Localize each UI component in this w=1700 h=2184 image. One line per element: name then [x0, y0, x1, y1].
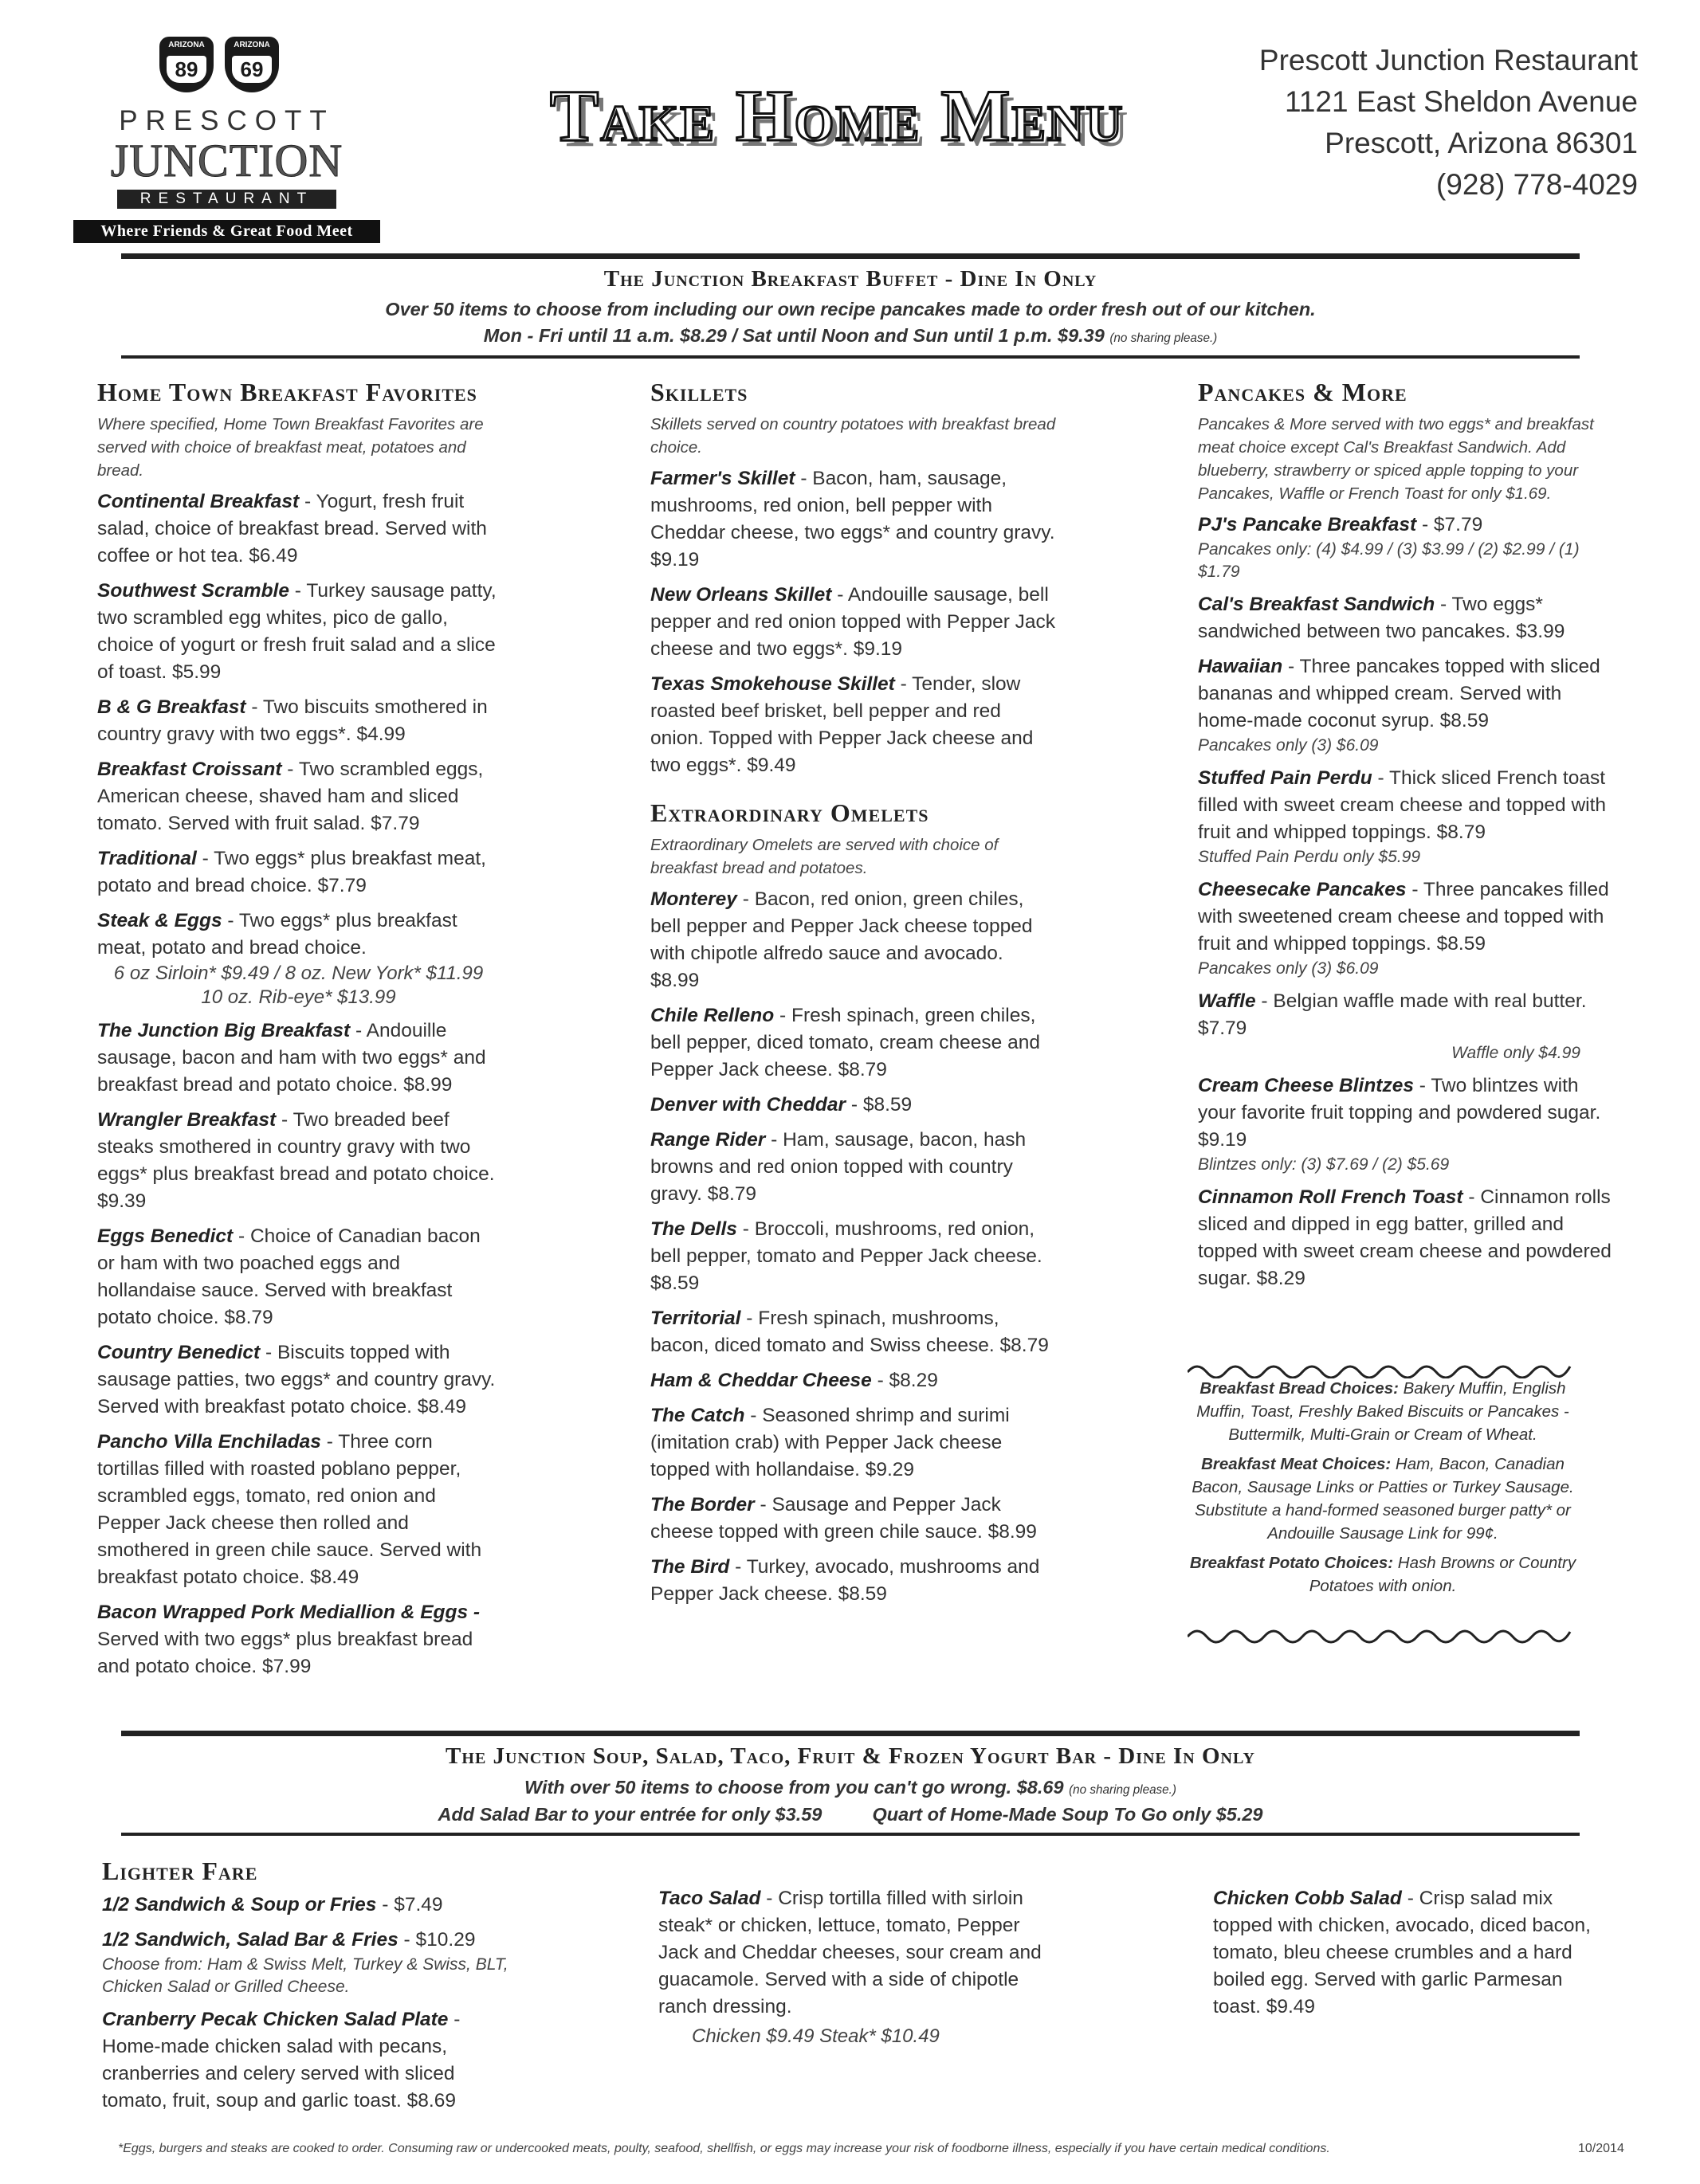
logo-restaurant: RESTAURANT	[117, 190, 336, 209]
menu-item: Taco Salad - Crisp tortilla filled with sirloin steak* or chicken, lettuce, tomato, Pepper Jack and Cheddar cheeses, sour cream and guacamole. Served with a side of chipotle ranch dressing. Chicken $9.49 Steak* $10.49	[658, 1885, 1065, 2048]
soupbar-line2: Add Salad Bar to your entrée for only $3.59 Quart of Home-Made Soup To Go only $5.29	[438, 1804, 1263, 1825]
menu-item: Waffle - Belgian waffle made with real butter. $7.79 Waffle only $4.99	[1198, 988, 1612, 1065]
section-title: Home Town Breakfast Favorites	[97, 378, 477, 406]
menu-item: PJ's Pancake Breakfast - $7.79 Pancakes only: (4) $4.99 / (3) $3.99 / (2) $2.99 / (1) $1.79	[1198, 512, 1612, 583]
menu-item: Wrangler Breakfast - Two breaded beef steaks smothered in country gravy with two eggs* plus breakfast bread and potato choice. $9.39	[97, 1109, 495, 1212]
menu-item: The Bird - Turkey, avocado, mushrooms and Pepper Jack cheese. $8.59	[650, 1556, 1040, 1605]
menu-item: Stuffed Pain Perdu - Thick sliced French toast filled with sweet cream cheese and topped with fruit and whipped toppings. $8.79 Stuffed Pain Perdu only $5.99	[1198, 765, 1612, 869]
divider	[121, 253, 1580, 259]
menu-item: Traditional - Two eggs* plus breakfast meat, potato and bread choice. $7.79	[97, 848, 486, 896]
menu-date: 10/2014	[1578, 2142, 1624, 2155]
lighter-col2	[658, 1885, 1065, 2056]
section-intro: Where specified, Home Town Breakfast Favorites are served with choice of breakfast meat, potatoes and bread.	[97, 415, 484, 480]
lighter-col3	[1213, 1885, 1612, 2029]
route-shields	[159, 37, 290, 96]
item-options: Choose from: Ham & Swiss Melt, Turkey & Swiss, BLT, Chicken Salad or Grilled Cheese.	[102, 1955, 508, 1996]
meat-choices: Breakfast Meat Choices: Ham, Bacon, Canadian Bacon, Sausage Links or Patties or Turkey Sausage. Substitute a hand-formed seasoned burger patty* or Andouille Sausage Link for 99¢.	[1192, 1455, 1574, 1543]
menu-item: Denver with Cheddar - $8.59	[650, 1094, 913, 1116]
soupbar-line1: With over 50 items to choose from you can't go wrong. $8.69 (no sharing please.)	[524, 1777, 1177, 1798]
soupbar-title: The Junction Soup, Salad, Taco, Fruit & Frozen Yogurt Bar - Dine In Only	[446, 1743, 1255, 1769]
food-safety-footnote: *Eggs, burgers and steaks are cooked to order. Consuming raw or undercooked meats, poulty, seafood, shellfish, or eggs may increase your risk of foodborne illness, especially if you have certain medical conditions.	[118, 2142, 1330, 2155]
item-price-options: Blintzes only: (3) $7.69 / (2) $5.69	[1198, 1155, 1450, 1174]
menu-item: 1/2 Sandwich, Salad Bar & Fries - $10.29 Choose from: Ham & Swiss Melt, Turkey & Swiss, BLT, Chicken Salad or Grilled Cheese.	[102, 1927, 516, 1998]
menu-item: Range Rider - Ham, sausage, bacon, hash browns and red onion topped with country gravy. $8.79	[650, 1129, 1027, 1205]
restaurant-logo	[73, 32, 380, 247]
address-name: Prescott Junction Restaurant	[1258, 44, 1638, 76]
pancakes-section	[1198, 376, 1612, 1300]
breakfast-choices	[1176, 1377, 1590, 1604]
menu-item: Southwest Scramble - Turkey sausage patty, two scrambled egg whites, pico de gallo, choice of yogurt or fresh fruit salad and a slice of toast. $5.99	[97, 580, 497, 683]
address-phone: (928) 778-4029	[1435, 168, 1638, 201]
buffet-line2	[121, 325, 1580, 347]
menu-item: B & G Breakfast - Two biscuits smothered in country gravy with two eggs*. $4.99	[97, 696, 488, 745]
menu-item: Farmer's Skillet - Bacon, ham, sausage, mushrooms, red onion, bell pepper with Cheddar cheese, two eggs* and country gravy. $9.19	[650, 468, 1055, 571]
section-intro: Pancakes & More served with two eggs* and breakfast meat choice except Cal's Breakfast Sandwich. Add blueberry, strawberry or spiced apple topping to your Pancakes, Waffle or French Toast for only $1.69.	[1198, 415, 1594, 503]
menu-item: Hawaiian - Three pancakes topped with sliced bananas and whipped cream. Served with home-made coconut syrup. $8.59 Pancakes only (3) $6.09	[1198, 653, 1612, 757]
section-title: Lighter Fare	[102, 1857, 258, 1885]
item-price-options: Pancakes only (3) $6.09	[1198, 736, 1379, 755]
item-price-options: 10 oz. Rib-eye* $13.99	[201, 986, 396, 1008]
menu-item: Chile Relleno - Fresh spinach, green chiles, bell pepper, diced tomato, cream cheese and Pepper Jack cheese. $8.79	[650, 1005, 1040, 1080]
skillets-section	[650, 376, 1057, 1616]
menu-item: Eggs Benedict - Choice of Canadian bacon or ham with two poached eggs and hollandaise sauce. Served with breakfast potato choice. $8.79	[97, 1225, 481, 1328]
divider	[121, 1833, 1580, 1836]
item-price-options: Chicken $9.49 Steak* $10.49	[692, 2025, 940, 2047]
menu-item: Cream Cheese Blintzes - Two blintzes with your favorite fruit topping and powdered sugar. $9.19 Blintzes only: (3) $7.69 / (2) $5.69	[1198, 1072, 1612, 1176]
menu-item: New Orleans Skillet - Andouille sausage, bell pepper and red onion topped with Pepper Jack cheese and two eggs*. $9.19	[650, 584, 1056, 660]
logo-junction: JUNCTION	[110, 135, 344, 186]
buffet-line1: Over 50 items to choose from including our own recipe pancakes made to order fresh out of our kitchen.	[385, 299, 1316, 320]
menu-item: The Dells - Broccoli, mushrooms, red onion, bell pepper, tomato and Pepper Jack cheese. $8.59	[650, 1218, 1042, 1294]
lighter-col1	[102, 1855, 516, 2123]
logo-prescott: PRESCOTT	[119, 105, 335, 136]
menu-item: 1/2 Sandwich & Soup or Fries - $7.49	[102, 1894, 443, 1915]
page-title: Take Home Menu	[550, 75, 1125, 156]
wavy-divider	[1188, 1622, 1578, 1646]
menu-item: Cranberry Pecak Chicken Salad Plate - Home-made chicken salad with pecans, cranberries and celery served with sliced tomato, fruit, soup and garlic toast. $8.69	[102, 2009, 461, 2111]
item-price-options: Pancakes only (3) $6.09	[1198, 959, 1379, 978]
menu-item: Bacon Wrapped Pork Mediallion & Eggs - Served with two eggs* plus breakfast bread and potato choice. $7.99	[97, 1602, 481, 1677]
section-intro: Extraordinary Omelets are served with choice of breakfast bread and potatoes.	[650, 836, 999, 877]
route-shield-icon: ARIZONA 89	[159, 37, 214, 92]
item-price-options: Pancakes only: (4) $4.99 / (3) $3.99 / (2) $2.99 / (1) $1.79	[1198, 540, 1580, 581]
address-street: 1121 East Sheldon Avenue	[1284, 85, 1638, 118]
section-title: Pancakes & More	[1198, 378, 1408, 406]
menu-item: Pancho Villa Enchiladas - Three corn tortillas filled with roasted poblano pepper, scrambled eggs, tomato, red onion and Pepper Jack cheese then rolled and smothered in green chile sauce. Served with breakfast potato choice. $8.49	[97, 1431, 482, 1588]
menu-item: Cal's Breakfast Sandwich - Two eggs* sandwiched between two pancakes. $3.99	[1198, 594, 1565, 642]
menu-item: Chicken Cobb Salad - Crisp salad mix topped with chicken, avocado, diced bacon, tomato, bleu cheese crumbles and a hard boiled egg. Served with garlic Parmesan toast. $9.49	[1213, 1888, 1591, 2017]
hometown-section	[97, 376, 500, 1688]
menu-item: Breakfast Croissant - Two scrambled eggs, American cheese, shaved ham and sliced tomato. Served with fruit salad. $7.79	[97, 759, 484, 834]
divider	[121, 355, 1580, 359]
restaurant-address	[1259, 40, 1638, 206]
menu-item: The Junction Big Breakfast - Andouille sausage, bacon and ham with two eggs* and breakfast bread and potato choice. $8.99	[97, 1020, 486, 1096]
menu-item: Monterey - Bacon, red onion, green chiles, bell pepper and Pepper Jack cheese topped with chipotle alfredo sauce and avocado. $8.99	[650, 888, 1033, 991]
bread-choices: Breakfast Bread Choices: Bakery Muffin, English Muffin, Toast, Freshly Baked Biscuits or Pancakes - Buttermilk, Multi-Grain or Cream of Wheat.	[1196, 1379, 1569, 1444]
divider	[121, 1731, 1580, 1736]
route-shield-icon: ARIZONA 69	[225, 37, 279, 92]
item-price-options: 6 oz Sirloin* $9.49 / 8 oz. New York* $11.99	[113, 963, 484, 984]
menu-item: Steak & Eggs - Two eggs* plus breakfast meat, potato and bread choice. 6 oz Sirloin* $9.49 / 8 oz. New York* $11.99 10 oz. Rib-eye* $13.99	[97, 908, 500, 1010]
section-intro: Skillets served on country potatoes with breakfast bread choice.	[650, 415, 1056, 457]
menu-item: The Catch - Seasoned shrimp and surimi (imitation crab) with Pepper Jack cheese topped with hollandaise. $9.29	[650, 1405, 1010, 1480]
logo-tagline: Where Friends & Great Food Meet	[73, 220, 380, 243]
wavy-divider	[1188, 1355, 1578, 1378]
address-city: Prescott, Arizona 86301	[1325, 127, 1638, 159]
menu-item: The Border - Sausage and Pepper Jack cheese topped with green chile sauce. $8.99	[650, 1494, 1037, 1543]
potato-choices: Breakfast Potato Choices: Hash Browns or Country Potatoes with onion.	[1189, 1554, 1576, 1595]
menu-item: Texas Smokehouse Skillet - Tender, slow roasted beef brisket, bell pepper and red onion. Topped with Pepper Jack cheese and two eggs*. $9.49	[650, 673, 1034, 776]
buffet-title: The Junction Breakfast Buffet - Dine In Only	[603, 266, 1097, 292]
item-price-options: Waffle only $4.99	[1451, 1044, 1580, 1062]
item-price-options: Stuffed Pain Perdu only $5.99	[1198, 848, 1421, 866]
section-title: Extraordinary Omelets	[650, 798, 929, 827]
buffet-hours: Mon - Fri until 11 a.m. $8.29 / Sat until Noon and Sun until 1 p.m. $9.39	[483, 325, 1105, 346]
menu-item: Ham & Cheddar Cheese - $8.29	[650, 1370, 938, 1391]
menu-item: Country Benedict - Biscuits topped with sausage patties, two eggs* and country gravy. Served with breakfast potato choice. $8.49	[97, 1342, 496, 1417]
soupbar-note: (no sharing please.)	[1069, 1783, 1177, 1797]
section-title: Skillets	[650, 378, 748, 406]
buffet-note: (no sharing please.)	[1109, 331, 1218, 345]
menu-item: Territorial - Fresh spinach, mushrooms, bacon, diced tomato and Swiss cheese. $8.79	[650, 1308, 1049, 1356]
menu-item: Cinnamon Roll French Toast - Cinnamon rolls sliced and dipped in egg batter, grilled and topped with sweet cream cheese and powdered sugar. $8.29	[1198, 1186, 1612, 1289]
menu-item: Continental Breakfast - Yogurt, fresh fruit salad, choice of breakfast bread. Served with coffee or hot tea. $6.49	[97, 491, 487, 567]
menu-item: Cheesecake Pancakes - Three pancakes filled with sweetened cream cheese and topped with fruit and whipped toppings. $8.59 Pancakes only (3) $6.09	[1198, 876, 1612, 980]
